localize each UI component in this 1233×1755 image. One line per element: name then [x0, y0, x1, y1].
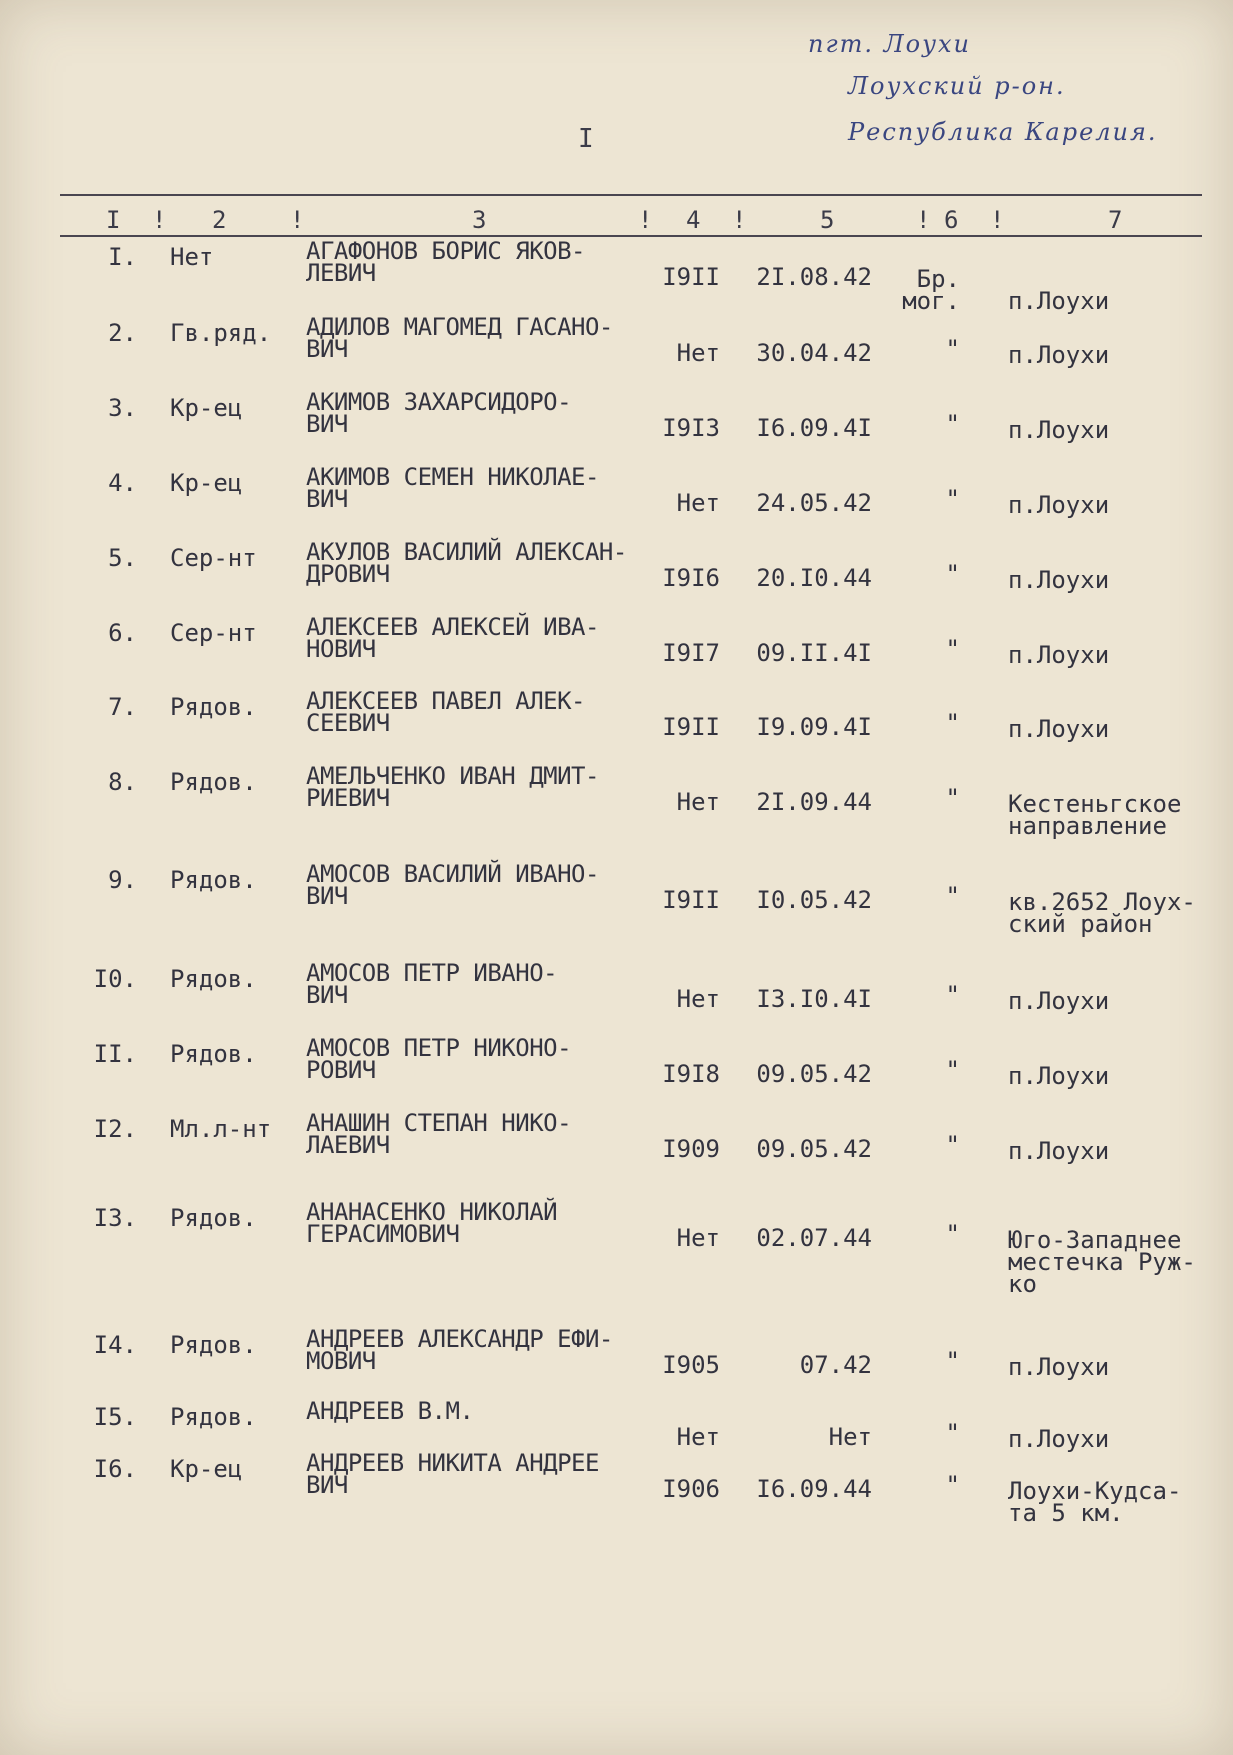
- row-date: I3.I0.4I: [756, 985, 872, 1013]
- row-rank: Рядов.: [170, 693, 257, 721]
- row-birth-year: I906: [662, 1475, 720, 1503]
- row-rank: Сер-нт: [170, 619, 257, 647]
- row-name: АМОСОВ ВАСИЛИЙ ИВАНО- ВИЧ: [306, 860, 599, 910]
- row-place: п.Лоухи: [1008, 1062, 1110, 1090]
- row-number: 5.: [108, 544, 137, 572]
- row-rank: Рядов.: [170, 1331, 257, 1359]
- row-birth-year: I9II: [662, 713, 720, 741]
- row-number: 3.: [108, 394, 137, 422]
- handwritten-note-line-2: Лоухский р-он.: [848, 72, 1066, 100]
- row-name: АГАФОНОВ БОРИС ЯКОВ- ЛЕВИЧ: [306, 237, 585, 287]
- row-name: АЛЕКСЕЕВ АЛЕКСЕЙ ИВА- НОВИЧ: [306, 613, 599, 663]
- row-number: 7.: [108, 693, 137, 721]
- row-date: 09.05.42: [756, 1135, 872, 1163]
- row-rank: Рядов.: [170, 1403, 257, 1431]
- row-burial-type: ": [945, 485, 960, 513]
- row-number: 6.: [108, 619, 137, 647]
- row-date: I9.09.4I: [756, 713, 872, 741]
- row-name: АКУЛОВ ВАСИЛИЙ АЛЕКСАН- ДРОВИЧ: [306, 538, 627, 588]
- row-rank: Кр-ец: [170, 394, 243, 422]
- row-name: АНДРЕЕВ АЛЕКСАНДР ЕФИ- МОВИЧ: [306, 1325, 613, 1375]
- row-birth-year: I9II: [662, 263, 720, 291]
- row-birth-year: Нет: [676, 985, 720, 1013]
- header-col-7: 7: [1108, 206, 1123, 234]
- row-birth-year: I9I6: [662, 564, 720, 592]
- row-date: Нет: [828, 1423, 872, 1451]
- row-place: п.Лоухи: [1008, 987, 1110, 1015]
- row-burial-type: ": [945, 1419, 960, 1447]
- header-col-5: 5: [820, 206, 835, 234]
- row-burial-type: ": [945, 335, 960, 363]
- row-number: I6.: [93, 1455, 137, 1483]
- row-burial-type: ": [945, 410, 960, 438]
- row-date: 2I.08.42: [756, 263, 872, 291]
- row-place: п.Лоухи: [1008, 1425, 1110, 1453]
- row-name: АДИЛОВ МАГОМЕД ГАСАНО- ВИЧ: [306, 313, 613, 363]
- row-rank: Нет: [170, 243, 214, 271]
- row-place: п.Лоухи: [1008, 715, 1110, 743]
- row-rank: Кр-ец: [170, 1455, 243, 1483]
- row-date: 20.I0.44: [756, 564, 872, 592]
- row-birth-year: I9II: [662, 886, 720, 914]
- header-sep: !: [290, 206, 305, 234]
- row-place: Лоухи-Кудса- та 5 км.: [1008, 1477, 1182, 1527]
- header-col-6: 6: [944, 206, 959, 234]
- row-place: п.Лоухи: [1008, 416, 1110, 444]
- row-date: 2I.09.44: [756, 788, 872, 816]
- header-col-3: 3: [472, 206, 487, 234]
- row-burial-type: ": [945, 882, 960, 910]
- row-number: I2.: [93, 1115, 137, 1143]
- row-date: 09.II.4I: [756, 639, 872, 667]
- row-burial-type: ": [945, 709, 960, 737]
- row-rank: Сер-нт: [170, 544, 257, 572]
- row-birth-year: I909: [662, 1135, 720, 1163]
- row-place: п.Лоухи: [1008, 1137, 1110, 1165]
- row-birth-year: I9I8: [662, 1060, 720, 1088]
- row-name: АНАНАСЕНКО НИКОЛАЙ ГЕРАСИМОВИЧ: [306, 1198, 558, 1248]
- row-number: I4.: [93, 1331, 137, 1359]
- row-name: АЛЕКСЕЕВ ПАВЕЛ АЛЕК- СЕЕВИЧ: [306, 687, 585, 737]
- header-sep: !: [152, 206, 167, 234]
- row-number: I0.: [93, 965, 137, 993]
- row-rank: Гв.ряд.: [170, 319, 272, 347]
- row-birth-year: Нет: [676, 339, 720, 367]
- row-name: АНДРЕЕВ В.М.: [306, 1397, 474, 1425]
- row-name: АНДРЕЕВ НИКИТА АНДРЕЕ ВИЧ: [306, 1449, 599, 1499]
- table-top-rule: [60, 194, 1202, 196]
- row-name: АКИМОВ СЕМЕН НИКОЛАЕ- ВИЧ: [306, 463, 599, 513]
- row-burial-type: Бр. мог.: [902, 265, 960, 315]
- row-place: Юго-Западнее местечка Руж- ко: [1008, 1226, 1196, 1298]
- row-burial-type: ": [945, 1056, 960, 1084]
- row-rank: Кр-ец: [170, 469, 243, 497]
- row-number: 2.: [108, 319, 137, 347]
- row-burial-type: ": [945, 1471, 960, 1499]
- header-sep: !: [732, 206, 747, 234]
- row-rank: Рядов.: [170, 866, 257, 894]
- row-burial-type: ": [945, 1220, 960, 1248]
- row-rank: Рядов.: [170, 1204, 257, 1232]
- row-burial-type: ": [945, 784, 960, 812]
- row-place: п.Лоухи: [1008, 287, 1110, 315]
- row-rank: Рядов.: [170, 768, 257, 796]
- row-number: 9.: [108, 866, 137, 894]
- row-birth-year: I905: [662, 1351, 720, 1379]
- row-name: АКИМОВ ЗАХАРСИДОРО- ВИЧ: [306, 388, 572, 438]
- header-col-4: 4: [686, 206, 701, 234]
- row-burial-type: ": [945, 635, 960, 663]
- row-place: кв.2652 Лоух- ский район: [1008, 888, 1196, 938]
- row-burial-type: ": [945, 560, 960, 588]
- row-number: I3.: [93, 1204, 137, 1232]
- row-name: АНАШИН СТЕПАН НИКО- ЛАЕВИЧ: [306, 1109, 572, 1159]
- row-date: 30.04.42: [756, 339, 872, 367]
- row-date: I0.05.42: [756, 886, 872, 914]
- row-place: п.Лоухи: [1008, 341, 1110, 369]
- row-date: I6.09.44: [756, 1475, 872, 1503]
- row-burial-type: ": [945, 981, 960, 1009]
- handwritten-note-line-1: пгт. Лоухи: [808, 30, 971, 58]
- row-birth-year: Нет: [676, 1224, 720, 1252]
- row-burial-type: ": [945, 1347, 960, 1375]
- row-number: I5.: [93, 1403, 137, 1431]
- row-place: п.Лоухи: [1008, 1353, 1110, 1381]
- row-number: II.: [93, 1040, 137, 1068]
- row-date: I6.09.4I: [756, 414, 872, 442]
- row-name: АМОСОВ ПЕТР ИВАНО- ВИЧ: [306, 959, 558, 1009]
- row-place: п.Лоухи: [1008, 566, 1110, 594]
- row-birth-year: Нет: [676, 489, 720, 517]
- row-birth-year: I9I7: [662, 639, 720, 667]
- row-rank: Рядов.: [170, 1040, 257, 1068]
- handwritten-note-line-3: Республика Карелия.: [848, 118, 1158, 146]
- header-sep: !: [638, 206, 653, 234]
- row-date: 02.07.44: [756, 1224, 872, 1252]
- header-col-1: I: [106, 206, 121, 234]
- row-rank: Мл.л-нт: [170, 1115, 272, 1143]
- row-number: 8.: [108, 768, 137, 796]
- row-date: 24.05.42: [756, 489, 872, 517]
- header-col-2: 2: [212, 206, 227, 234]
- row-place: п.Лоухи: [1008, 491, 1110, 519]
- row-birth-year: Нет: [676, 1423, 720, 1451]
- header-sep: !: [916, 206, 931, 234]
- row-name: АМЕЛЬЧЕНКО ИВАН ДМИТ- РИЕВИЧ: [306, 762, 599, 812]
- row-burial-type: ": [945, 1131, 960, 1159]
- row-date: 09.05.42: [756, 1060, 872, 1088]
- row-number: 4.: [108, 469, 137, 497]
- row-date: 07.42: [799, 1351, 872, 1379]
- row-birth-year: Нет: [676, 788, 720, 816]
- row-name: АМОСОВ ПЕТР НИКОНО- РОВИЧ: [306, 1034, 572, 1084]
- table-header-rule: [60, 235, 1202, 237]
- header-sep: !: [990, 206, 1005, 234]
- row-place: Кестеньгское направление: [1008, 790, 1182, 840]
- row-number: I.: [108, 243, 137, 271]
- row-place: п.Лоухи: [1008, 641, 1110, 669]
- row-rank: Рядов.: [170, 965, 257, 993]
- page-number: I: [578, 124, 594, 154]
- row-birth-year: I9I3: [662, 414, 720, 442]
